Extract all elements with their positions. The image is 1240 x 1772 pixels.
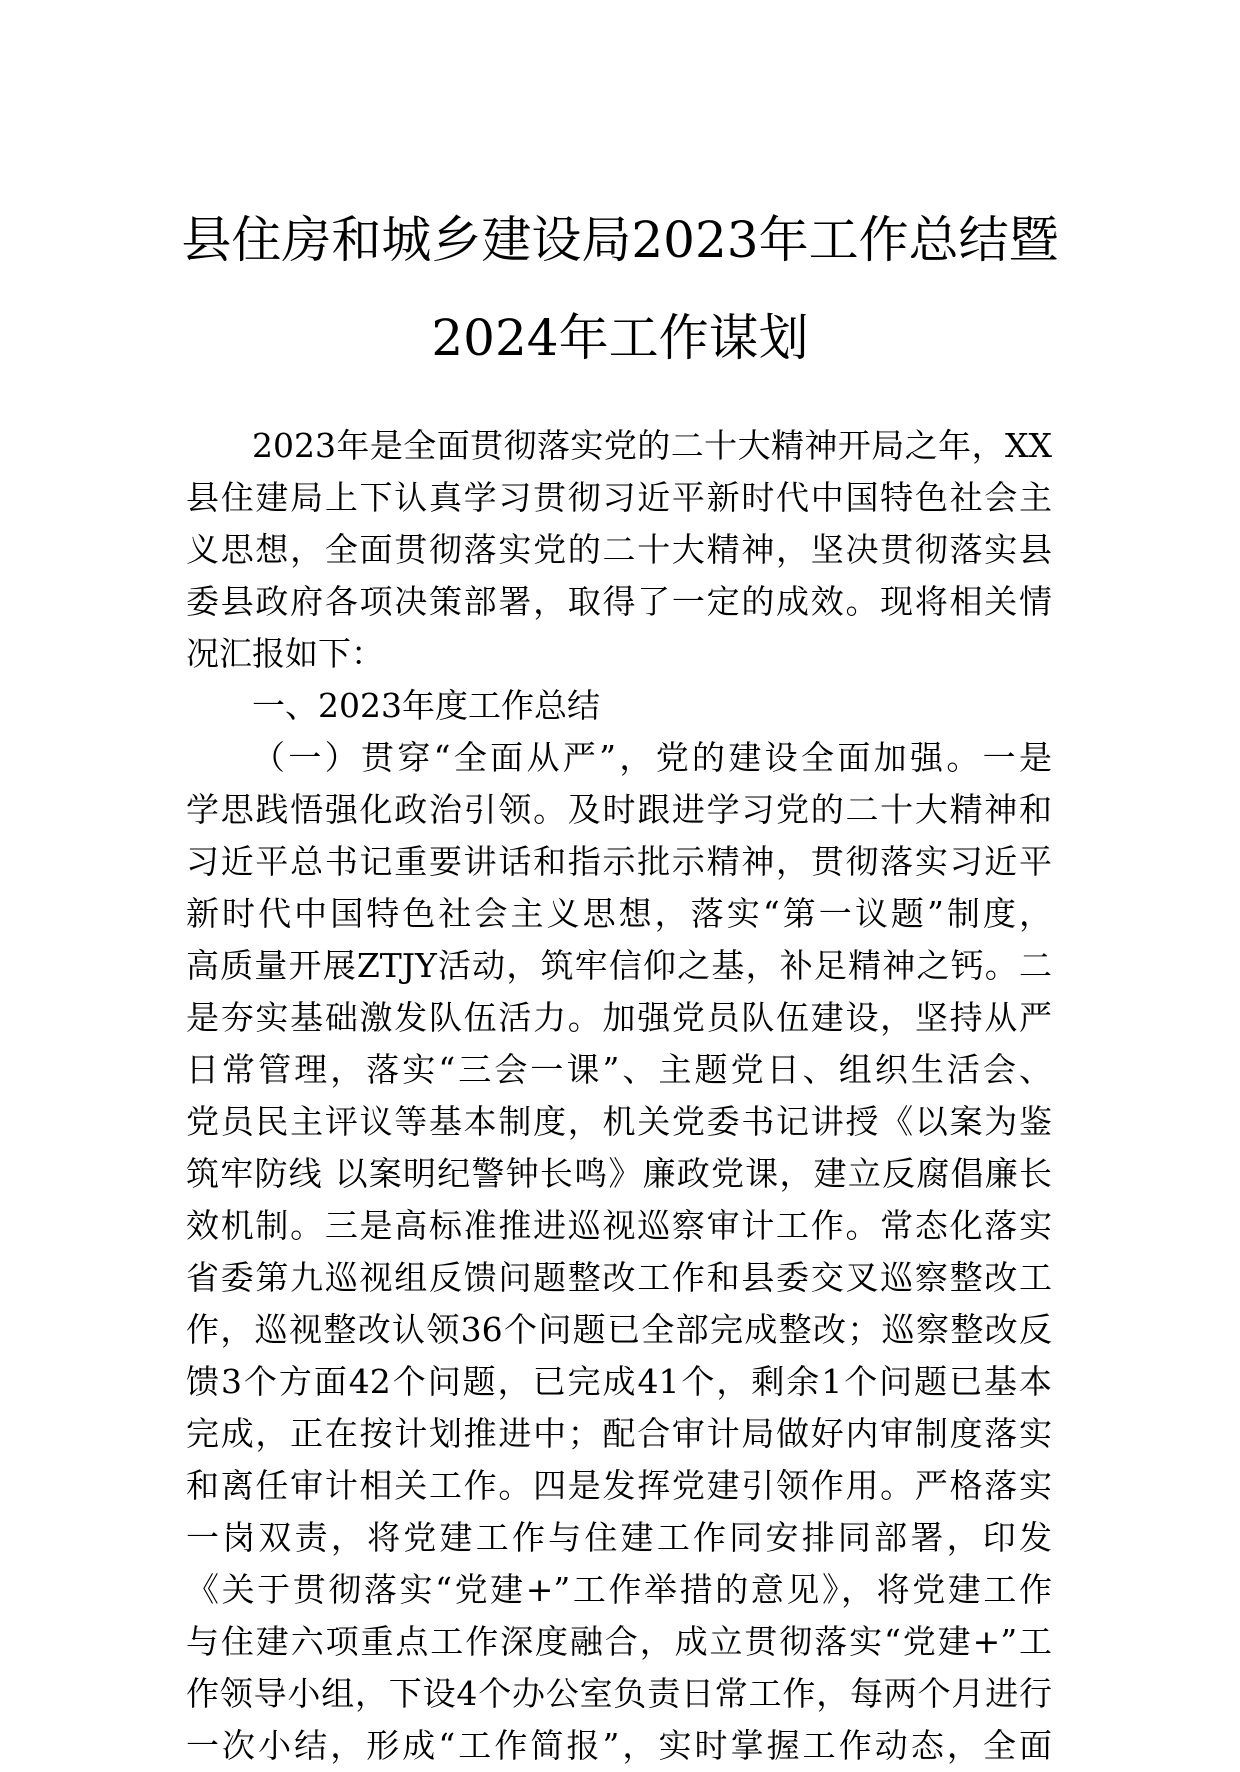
body-line: 作领导小组，下设4个办公室负责日常工作，每两个月进行 — [186, 1674, 1052, 1713]
body-line: 一岗双责，将党建工作与住建工作同安排同部署，印发 — [186, 1518, 1052, 1557]
body-line: 高质量开展ZTJY活动，筑牢信仰之基，补足精神之钙。二 — [186, 946, 1052, 985]
body-line: 习近平总书记重要讲话和指示批示精神，贯彻落实习近平 — [186, 842, 1052, 881]
document-title-line-1: 县住房和城乡建设局2023年工作总结暨 — [181, 211, 1059, 269]
body-line: 学思践悟强化政治引领。及时跟进学习党的二十大精神和 — [186, 790, 1052, 829]
body-line: 县住建局上下认真学习贯彻习近平新时代中国特色社会主 — [186, 478, 1052, 517]
section-heading: 一、2023年度工作总结 — [252, 686, 600, 725]
body-line: 一次小结，形成“工作简报”，实时掌握工作动态，全面 — [186, 1726, 1052, 1765]
body-line: 效机制。三是高标准推进巡视巡察审计工作。常态化落实 — [186, 1206, 1052, 1245]
body-line: 馈3个方面42个问题，已完成41个，剩余1个问题已基本 — [186, 1362, 1052, 1401]
body-line: 和离任审计相关工作。四是发挥党建引领作用。严格落实 — [186, 1466, 1052, 1505]
body-line: 与住建六项重点工作深度融合，成立贯彻落实“党建+”工 — [186, 1622, 1052, 1661]
body-line: 省委第九巡视组反馈问题整改工作和县委交叉巡察整改工 — [186, 1258, 1052, 1297]
body-line: 义思想，全面贯彻落实党的二十大精神，坚决贯彻落实县 — [186, 530, 1052, 569]
body-line: 筑牢防线 以案明纪警钟长鸣》廉政党课，建立反腐倡廉长 — [186, 1154, 1052, 1193]
body-line: （一）贯穿“全面从严”，党的建设全面加强。一是 — [252, 738, 1052, 777]
body-line: 委县政府各项决策部署，取得了一定的成效。现将相关情 — [186, 582, 1052, 621]
body-line: 2023年是全面贯彻落实党的二十大精神开局之年，XX — [252, 426, 1052, 465]
body-line: 是夯实基础激发队伍活力。加强党员队伍建设，坚持从严 — [186, 998, 1052, 1037]
body-line: 况汇报如下： — [186, 634, 384, 673]
body-line: 《关于贯彻落实“党建+”工作举措的意见》，将党建工作 — [186, 1570, 1052, 1609]
document-title-line-2: 2024年工作谋划 — [431, 309, 809, 367]
body-line: 完成，正在按计划推进中；配合审计局做好内审制度落实 — [186, 1414, 1052, 1453]
body-line: 新时代中国特色社会主义思想，落实“第一议题”制度， — [186, 894, 1052, 933]
body-line: 日常管理，落实“三会一课”、主题党日、组织生活会、 — [186, 1050, 1052, 1089]
body-line: 党员民主评议等基本制度，机关党委书记讲授《以案为鉴 — [186, 1102, 1052, 1141]
document-body — [186, 420, 1052, 1772]
body-line: 作，巡视整改认领36个问题已全部完成整改；巡察整改反 — [186, 1310, 1052, 1349]
